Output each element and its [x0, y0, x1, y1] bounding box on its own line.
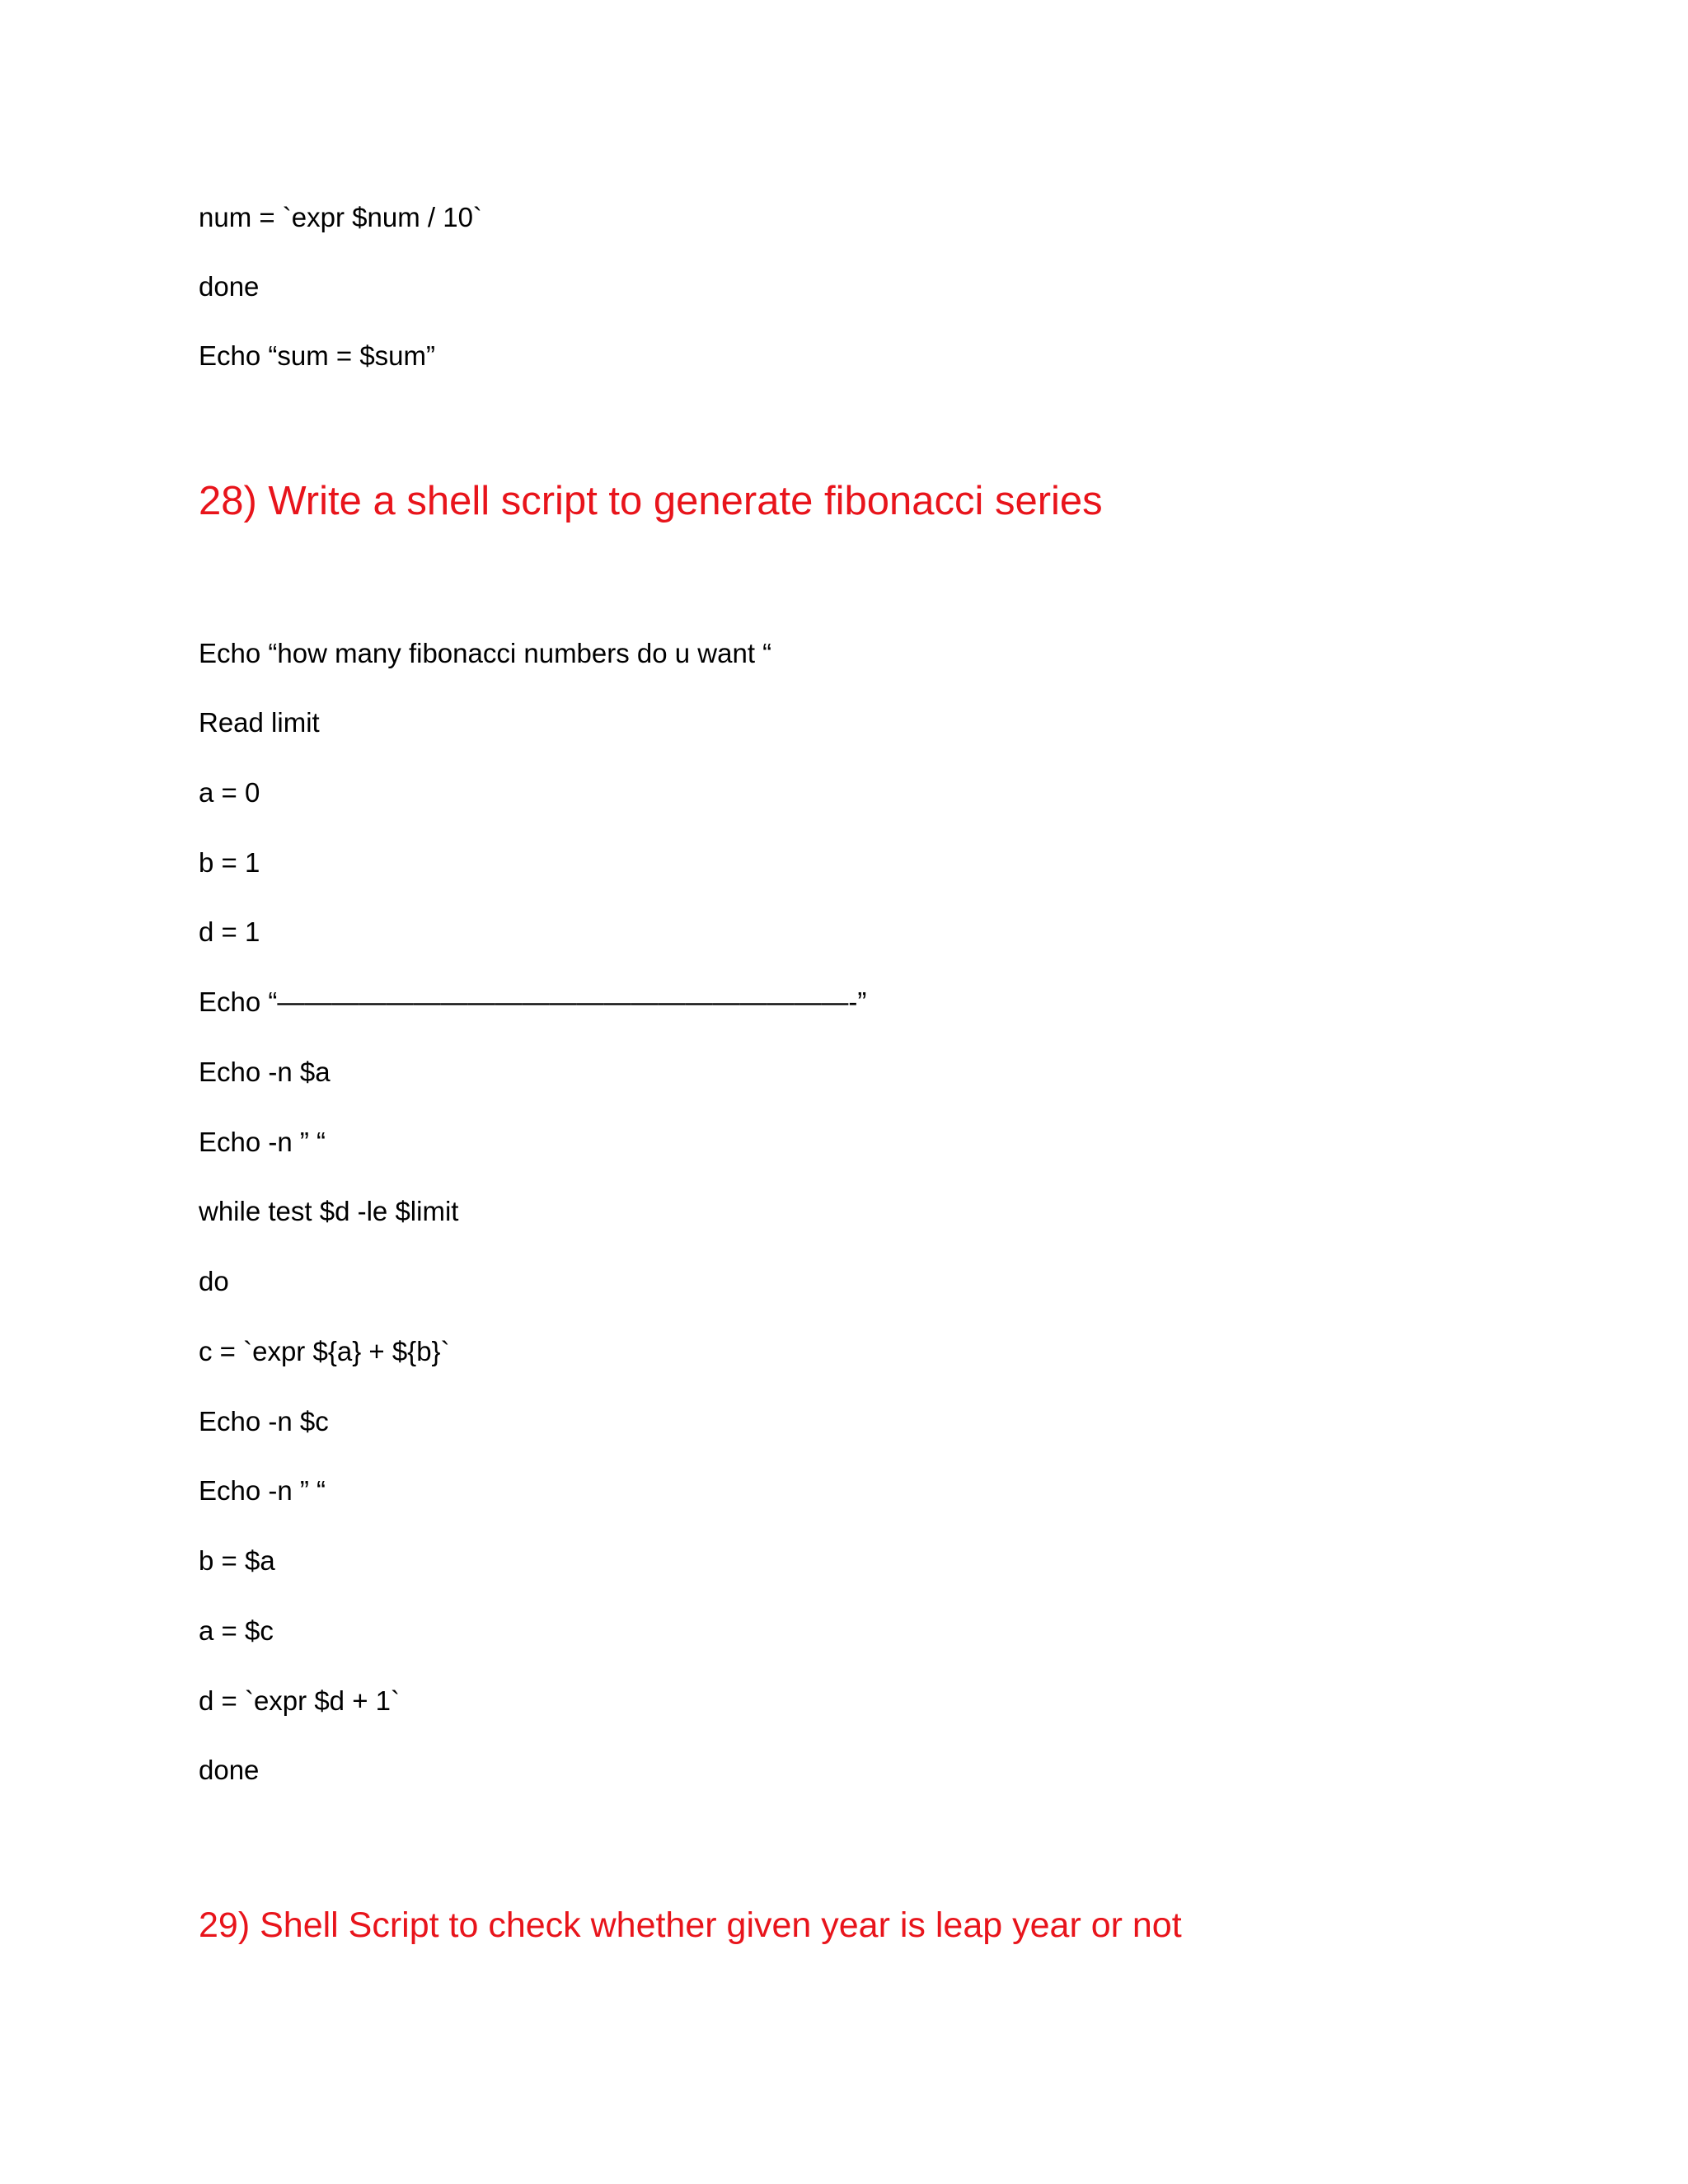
code-line: Echo “—————————————————————-”	[199, 987, 867, 1017]
section-28-heading: 28) Write a shell script to generate fibonacci series	[199, 479, 1103, 523]
code-line: done	[199, 1755, 260, 1785]
code-line: a = $c	[199, 1615, 274, 1646]
code-line: Echo -n $a	[199, 1057, 331, 1087]
code-line: while test $d -le $limit	[199, 1196, 459, 1226]
code-line: b = $a	[199, 1545, 275, 1576]
code-line: num = `expr $num / 10`	[199, 202, 482, 232]
code-line: a = 0	[199, 777, 260, 808]
code-line: Echo “how many fibonacci numbers do u want “	[199, 638, 772, 668]
code-line: done	[199, 271, 260, 302]
code-line: Echo “sum = $sum”	[199, 340, 436, 371]
code-line: Echo -n ” “	[199, 1475, 326, 1506]
code-line: do	[199, 1266, 229, 1296]
code-line: Echo -n $c	[199, 1406, 329, 1436]
section-29-heading: 29) Shell Script to check whether given year is leap year or not	[199, 1905, 1182, 1945]
code-line: Echo -n ” “	[199, 1127, 326, 1157]
code-line: b = 1	[199, 847, 260, 878]
code-line: d = 1	[199, 916, 260, 947]
code-line: c = `expr ${a} + ${b}`	[199, 1336, 450, 1366]
code-line: Read limit	[199, 707, 320, 738]
code-line: d = `expr $d + 1`	[199, 1685, 400, 1716]
